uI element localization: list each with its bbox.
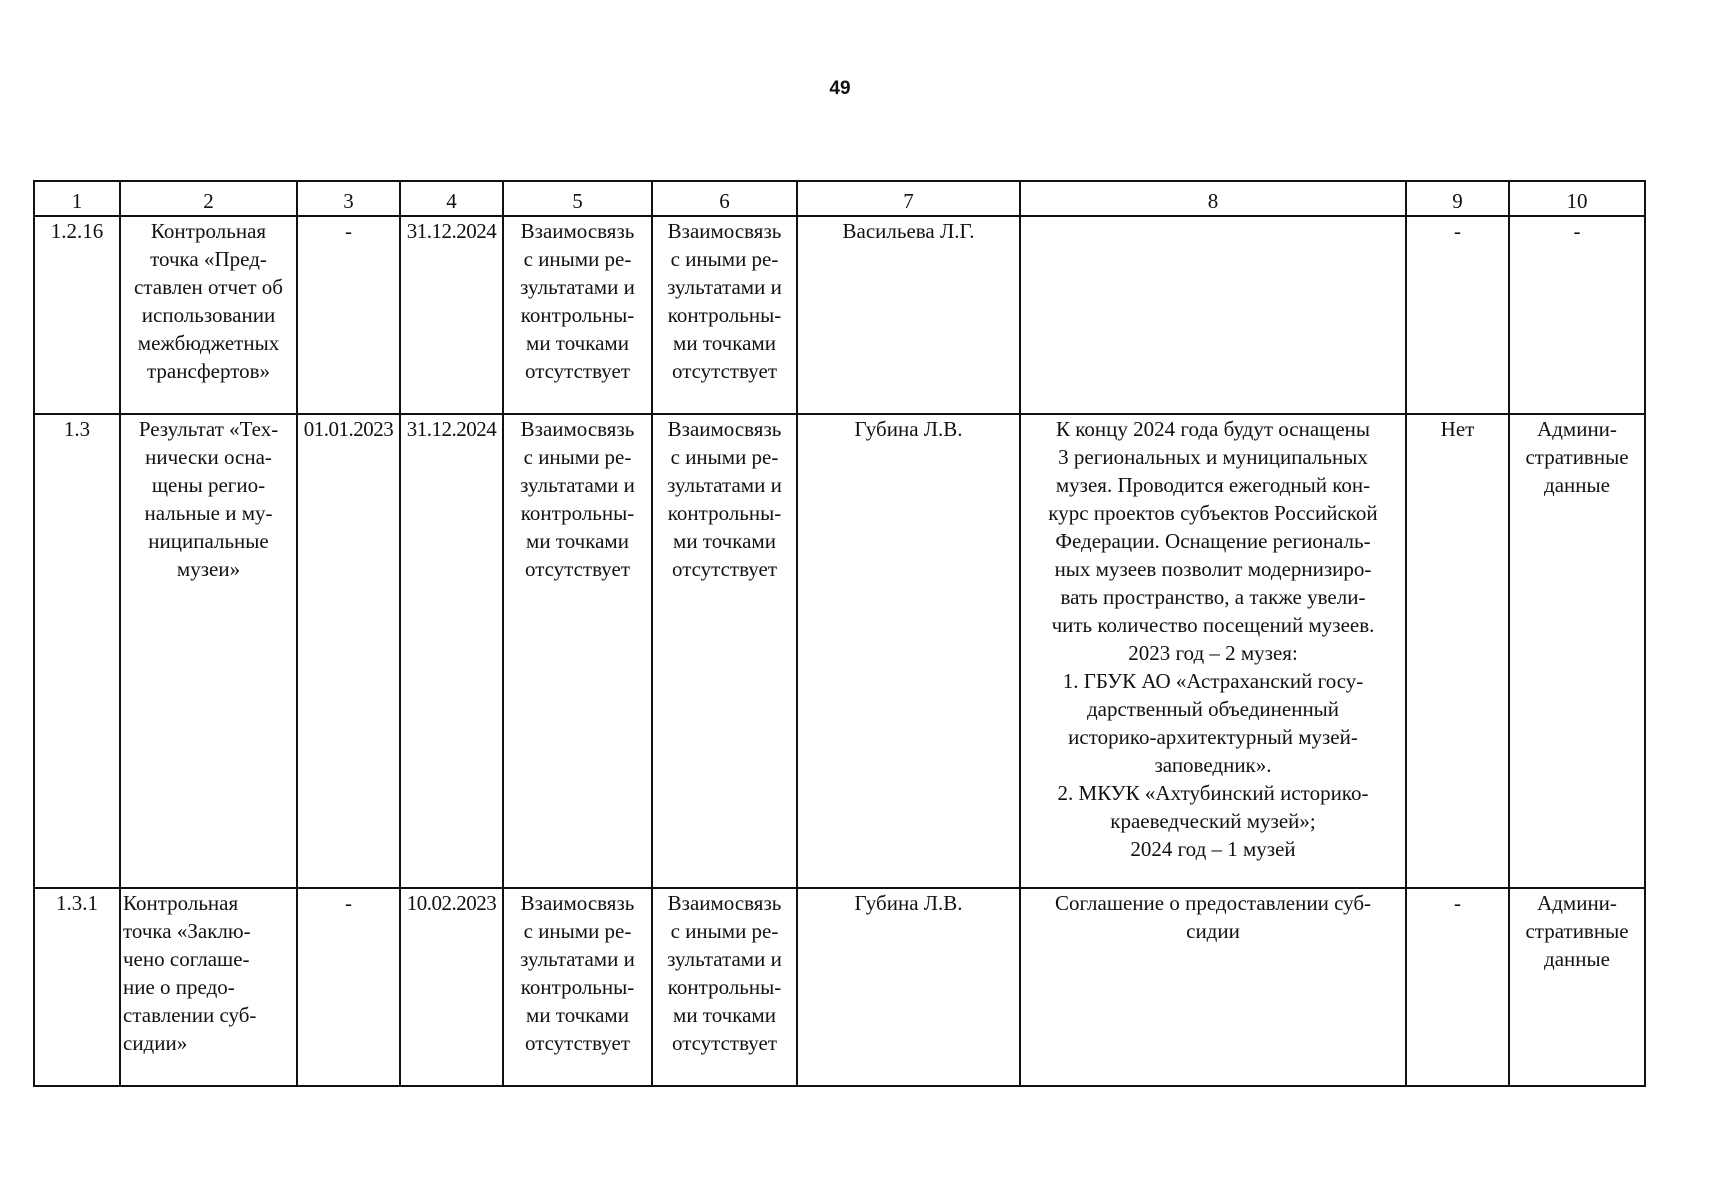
row-number-cell: 1.3.1 xyxy=(34,888,120,1086)
name-cell: Контрольная точка «Пред- ставлен отчет об использовании межбюджетных трансфертов» xyxy=(120,216,297,414)
column-header: 9 xyxy=(1406,181,1509,216)
flag-cell: Нет xyxy=(1406,414,1509,888)
description-cell: Соглашение о предоставлении суб- сидии xyxy=(1020,888,1406,1086)
relation-cell: Взаимосвязь с иными ре- зультатами и контрольны- ми точками отсутствует xyxy=(503,216,652,414)
source-cell: - xyxy=(1509,216,1645,414)
page-number: 49 xyxy=(829,78,851,99)
start-date-cell: 01.01.2023 xyxy=(297,414,400,888)
table-row xyxy=(34,414,1645,888)
source-cell: Админи- стративные данные xyxy=(1509,414,1645,888)
end-date-cell: 31.12.2024 xyxy=(400,414,503,888)
row-number-cell: 1.2.16 xyxy=(34,216,120,414)
name-cell: Результат «Тех- нически осна- щены регио- нальные и му- ниципальные музеи» xyxy=(120,414,297,888)
flag-cell: - xyxy=(1406,888,1509,1086)
description-cell xyxy=(1020,216,1406,414)
data-table xyxy=(33,180,1646,1087)
responsible-cell: Губина Л.В. xyxy=(797,414,1020,888)
source-cell: Админи- стративные данные xyxy=(1509,888,1645,1086)
column-header: 6 xyxy=(652,181,797,216)
table-row xyxy=(34,888,1645,1086)
relation-cell: Взаимосвязь с иными ре- зультатами и контрольны- ми точками отсутствует xyxy=(503,414,652,888)
relation-cell: Взаимосвязь с иными ре- зультатами и контрольны- ми точками отсутствует xyxy=(652,414,797,888)
relation-cell: Взаимосвязь с иными ре- зультатами и контрольны- ми точками отсутствует xyxy=(652,216,797,414)
responsible-cell: Васильева Л.Г. xyxy=(797,216,1020,414)
row-number-cell: 1.3 xyxy=(34,414,120,888)
relation-cell: Взаимосвязь с иными ре- зультатами и контрольны- ми точками отсутствует xyxy=(652,888,797,1086)
table-header-row xyxy=(34,181,1645,216)
column-header: 8 xyxy=(1020,181,1406,216)
column-header: 1 xyxy=(34,181,120,216)
column-header: 2 xyxy=(120,181,297,216)
responsible-cell: Губина Л.В. xyxy=(797,888,1020,1086)
end-date-cell: 31.12.2024 xyxy=(400,216,503,414)
start-date-cell: - xyxy=(297,216,400,414)
table-row xyxy=(34,216,1645,414)
column-header: 3 xyxy=(297,181,400,216)
column-header: 7 xyxy=(797,181,1020,216)
name-cell: Контрольная точка «Заклю- чено соглаше- ние о предо- ставлении суб- сидии» xyxy=(120,888,297,1086)
start-date-cell: - xyxy=(297,888,400,1086)
relation-cell: Взаимосвязь с иными ре- зультатами и контрольны- ми точками отсутствует xyxy=(503,888,652,1086)
end-date-cell: 10.02.2023 xyxy=(400,888,503,1086)
column-header: 5 xyxy=(503,181,652,216)
flag-cell: - xyxy=(1406,216,1509,414)
column-header: 10 xyxy=(1509,181,1645,216)
column-header: 4 xyxy=(400,181,503,216)
description-cell: К концу 2024 года будут оснащены 3 региональных и муниципальных музея. Проводится ежегодный кон- курс проектов субъектов Российской Федерации. Оснащение региональ- ных музеев позволит модернизиро- вать пространство, а также увели- чить количество посещений музеев. 2023 год – 2 музея: 1. ГБУК АО «Астраханский госу- дарственный объединенный историко-архитектурный музей- заповедник». 2. МКУК «Ахтубинский историко- краеведческий музей»; 2024 год – 1 музей xyxy=(1020,414,1406,888)
